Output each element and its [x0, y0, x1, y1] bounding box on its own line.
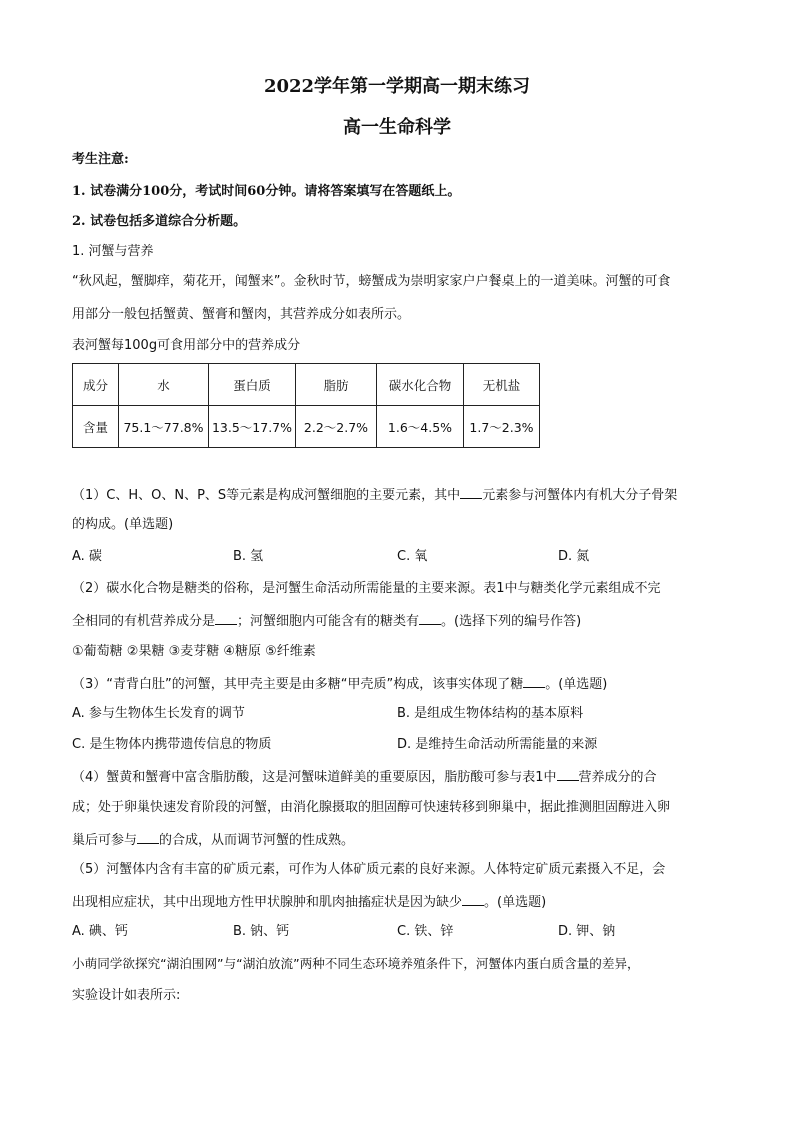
q1-option-b: B. 氢 — [233, 549, 264, 564]
q5-option-b: B. 钠、钙 — [233, 924, 290, 939]
notice-item-2: 2. 试卷包括多道综合分析题。 — [72, 214, 247, 229]
q2-text-c: 。(选择下列的编号作答) — [441, 614, 582, 629]
intro-line-1: “秋风起，蟹脚痒，菊花开，闻蟹来”。金秋时节，螃蟹成为崇明家家户户餐桌上的一道美味。河蟹的可食 — [72, 274, 671, 289]
q5-text-a: 出现相应症状，其中出现地方性甲状腺肿和肌肉抽搐症状是因为缺少 — [72, 895, 463, 910]
table-header-row — [73, 364, 540, 406]
q3-option-b: B. 是组成生物体结构的基本原料 — [397, 706, 584, 721]
q3-text-a: （3）“青背白肚”的河蟹，其甲壳主要是由多糖“甲壳质”构成，该事实体现了糖 — [72, 677, 524, 692]
q4-text-d: 的合成，从而调节河蟹的性成熟。 — [159, 833, 355, 848]
q3-text-b: 。(单选题) — [545, 677, 608, 692]
closing-line-1: 小萌同学欲探究“湖泊围网”与“湖泊放流”两种不同生态环境养殖条件下，河蟹体内蛋白质含量的差异， — [72, 956, 640, 971]
q3-option-a: A. 参与生物体生长发育的调节 — [72, 706, 245, 721]
table-cell: 成分 — [73, 364, 119, 406]
q3-option-d: D. 是维持生命活动所需能量的来源 — [397, 737, 598, 752]
q1-text-b: 元素参与河蟹体内有机大分子骨架 — [482, 488, 678, 503]
closing-line-2: 实验设计如表所示: — [72, 988, 181, 1003]
q4-text-c: 巢后可参与 — [72, 833, 138, 848]
q5-line-1: （5）河蟹体内含有丰富的矿质元素，可作为人体矿质元素的良好来源。人体特定矿质元素摄入不足，会 — [72, 862, 666, 877]
answer-blank — [137, 830, 159, 844]
page-subtitle: 高一生命科学 — [343, 117, 451, 138]
q4-line-2: 成；处于卵巢快速发育阶段的河蟹，由消化腺摄取的胆固醇可快速转移到卵巢中，据此推测胆固醇进入卵 — [72, 800, 671, 815]
q4-text-a: （4）蟹黄和蟹膏中富含脂肪酸，这是河蟹味道鲜美的重要原因，脂肪酸可参与表1中 — [72, 770, 557, 785]
table-cell: 无机盐 — [464, 364, 540, 406]
q5-line-2 — [72, 892, 730, 912]
notice-heading: 考生注意: — [72, 152, 129, 167]
table-cell: 1.7～2.3% — [464, 406, 540, 448]
q5-option-c: C. 铁、锌 — [397, 924, 454, 939]
q1-option-c: C. 氧 — [397, 549, 428, 564]
answer-blank — [460, 485, 482, 499]
answer-blank — [215, 611, 237, 625]
q3-option-c: C. 是生物体内携带遗传信息的物质 — [72, 737, 272, 752]
q1-line-2: 的构成。(单选题) — [72, 517, 174, 532]
table-row — [73, 406, 540, 448]
q1-option-d: D. 氮 — [558, 549, 590, 564]
table-cell: 2.2～2.7% — [296, 406, 377, 448]
table-cell: 脂肪 — [296, 364, 377, 406]
q1-line-1 — [72, 485, 730, 505]
q4-line-1 — [72, 767, 730, 787]
q2-line-2 — [72, 611, 730, 631]
table-cell: 75.1～77.8% — [119, 406, 209, 448]
table-caption: 表河蟹每100g可食用部分中的营养成分 — [72, 338, 301, 353]
table-cell: 13.5～17.7% — [209, 406, 296, 448]
q1-option-a: A. 碳 — [72, 549, 102, 564]
q5-option-a: A. 碘、钙 — [72, 924, 128, 939]
q2-choices: ①葡萄糖 ②果糖 ③麦芽糖 ④糖原 ⑤纤维素 — [72, 644, 316, 659]
answer-blank — [557, 767, 579, 781]
q1-text-a: （1）C、H、O、N、P、S等元素是构成河蟹细胞的主要元素，其中 — [72, 488, 461, 503]
table-cell: 含量 — [73, 406, 119, 448]
table-cell: 1.6～4.5% — [377, 406, 464, 448]
table-cell: 碳水化合物 — [377, 364, 464, 406]
notice-item-1: 1. 试卷满分100分，考试时间60分钟。请将答案填写在答题纸上。 — [72, 184, 461, 199]
answer-blank — [462, 892, 484, 906]
intro-line-2: 用部分一般包括蟹黄、蟹膏和蟹肉，其营养成分如表所示。 — [72, 307, 411, 322]
section-heading: 1. 河蟹与营养 — [72, 244, 154, 259]
q4-line-3 — [72, 830, 730, 850]
q2-text-a: 全相同的有机营养成分是 — [72, 614, 216, 629]
q3-line-1 — [72, 674, 730, 694]
q5-option-d: D. 钾、钠 — [558, 924, 616, 939]
q2-text-b: ；河蟹细胞内可能含有的糖类有 — [237, 614, 420, 629]
page-title: 2022学年第一学期高一期末练习 — [263, 76, 531, 97]
q5-text-b: 。(单选题) — [484, 895, 547, 910]
table-cell: 水 — [119, 364, 209, 406]
table-cell: 蛋白质 — [209, 364, 296, 406]
q4-text-b: 营养成分的合 — [578, 770, 657, 785]
nutrition-table — [72, 363, 540, 448]
answer-blank — [523, 674, 545, 688]
answer-blank — [419, 611, 441, 625]
q2-line-1: （2）碳水化合物是糖类的俗称，是河蟹生命活动所需能量的主要来源。表1中与糖类化学元素组成不完 — [72, 581, 661, 596]
